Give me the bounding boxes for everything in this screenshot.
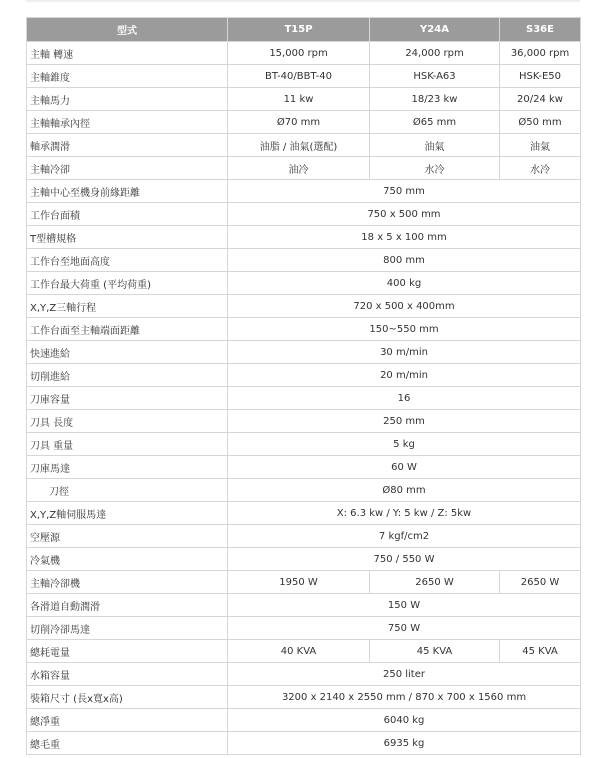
row-value: 油氣 <box>370 134 500 157</box>
row-value: 150 W <box>228 594 581 617</box>
row-value: BT-40/BBT-40 <box>228 65 370 88</box>
table-row <box>27 249 581 272</box>
table-row <box>27 410 581 433</box>
row-value: 6040 kg <box>228 709 581 732</box>
table-row <box>27 295 581 318</box>
row-label: 主軸中心至機身前緣距離 <box>27 180 228 203</box>
row-value: 40 KVA <box>228 640 370 663</box>
row-value: 5 kg <box>228 433 581 456</box>
row-label: 裝箱尺寸 (長x寬x高) <box>27 686 228 709</box>
row-label: 軸承潤滑 <box>27 134 228 157</box>
table-row <box>27 42 581 65</box>
row-label: X,Y,Z軸伺服馬達 <box>27 502 228 525</box>
row-value: 250 liter <box>228 663 581 686</box>
table-row <box>27 272 581 295</box>
table-row <box>27 111 581 134</box>
row-label: 切削冷卻馬達 <box>27 617 228 640</box>
row-label: 冷氣機 <box>27 548 228 571</box>
row-value: 18/23 kw <box>370 88 500 111</box>
table-row <box>27 387 581 410</box>
row-value: Ø65 mm <box>370 111 500 134</box>
spec-table <box>26 17 581 755</box>
row-label: 總淨重 <box>27 709 228 732</box>
top-shadow <box>26 0 580 3</box>
row-value: 6935 kg <box>228 732 581 755</box>
row-label: T型槽規格 <box>27 226 228 249</box>
table-row <box>27 157 581 180</box>
row-value: 750 mm <box>228 180 581 203</box>
table-row <box>27 571 581 594</box>
row-value: X: 6.3 kw / Y: 5 kw / Z: 5kw <box>228 502 581 525</box>
row-label: 總毛重 <box>27 732 228 755</box>
row-value: 250 mm <box>228 410 581 433</box>
row-value: 2650 W <box>370 571 500 594</box>
table-row <box>27 686 581 709</box>
row-value: HSK-A63 <box>370 65 500 88</box>
header-col-s36e: S36E <box>500 18 581 42</box>
row-label: 刀徑 <box>27 479 228 502</box>
table-row <box>27 203 581 226</box>
table-row <box>27 640 581 663</box>
table-row <box>27 594 581 617</box>
row-label: X,Y,Z三軸行程 <box>27 295 228 318</box>
row-value: 15,000 rpm <box>228 42 370 65</box>
table-row <box>27 617 581 640</box>
table-row <box>27 364 581 387</box>
row-value: 油脂 / 油氣(選配) <box>228 134 370 157</box>
row-label: 主軸錐度 <box>27 65 228 88</box>
table-row <box>27 65 581 88</box>
table-row <box>27 134 581 157</box>
table-row <box>27 709 581 732</box>
row-value: 7 kgf/cm2 <box>228 525 581 548</box>
row-value: 750 / 550 W <box>228 548 581 571</box>
row-label: 主軸軸承內徑 <box>27 111 228 134</box>
row-label: 水箱容量 <box>27 663 228 686</box>
row-label: 刀具 長度 <box>27 410 228 433</box>
table-row <box>27 88 581 111</box>
row-label: 快速進給 <box>27 341 228 364</box>
table-row <box>27 525 581 548</box>
row-value: 750 W <box>228 617 581 640</box>
table-row <box>27 479 581 502</box>
row-value: 30 m/min <box>228 341 581 364</box>
row-value: 1950 W <box>228 571 370 594</box>
table-row <box>27 548 581 571</box>
row-label: 主軸馬力 <box>27 88 228 111</box>
row-value: 11 kw <box>228 88 370 111</box>
table-row <box>27 456 581 479</box>
row-value: 720 x 500 x 400mm <box>228 295 581 318</box>
row-value: 油冷 <box>228 157 370 180</box>
table-row <box>27 226 581 249</box>
row-label: 工作台面至主軸端面距離 <box>27 318 228 341</box>
row-value: Ø80 mm <box>228 479 581 502</box>
row-value: 800 mm <box>228 249 581 272</box>
table-row <box>27 732 581 755</box>
table-row <box>27 663 581 686</box>
row-value: 750 x 500 mm <box>228 203 581 226</box>
header-model: 型式 <box>27 18 228 42</box>
table-row <box>27 433 581 456</box>
row-value: 20/24 kw <box>500 88 581 111</box>
header-row <box>27 18 581 42</box>
row-value: 400 kg <box>228 272 581 295</box>
row-value: Ø50 mm <box>500 111 581 134</box>
header-col-y24a: Y24A <box>370 18 500 42</box>
row-value: 45 KVA <box>500 640 581 663</box>
row-value: 24,000 rpm <box>370 42 500 65</box>
row-value: 16 <box>228 387 581 410</box>
table-row <box>27 180 581 203</box>
row-label: 工作台至地面高度 <box>27 249 228 272</box>
row-label: 工作台面積 <box>27 203 228 226</box>
row-value: 60 W <box>228 456 581 479</box>
row-value: 水冷 <box>370 157 500 180</box>
row-label: 空壓源 <box>27 525 228 548</box>
row-value: 36,000 rpm <box>500 42 581 65</box>
row-label: 切削進給 <box>27 364 228 387</box>
row-label: 刀庫容量 <box>27 387 228 410</box>
row-value: 150~550 mm <box>228 318 581 341</box>
spec-body <box>27 42 581 755</box>
row-label: 主軸冷卻機 <box>27 571 228 594</box>
row-label: 主軸 轉速 <box>27 42 228 65</box>
row-label: 刀庫馬達 <box>27 456 228 479</box>
row-value: 水冷 <box>500 157 581 180</box>
row-label: 工作台最大荷重 (平均荷重) <box>27 272 228 295</box>
table-row <box>27 502 581 525</box>
row-value: 3200 x 2140 x 2550 mm / 870 x 700 x 1560 mm <box>228 686 581 709</box>
row-value: 20 m/min <box>228 364 581 387</box>
header-col-t15p: T15P <box>228 18 370 42</box>
row-value: 油氣 <box>500 134 581 157</box>
table-row <box>27 341 581 364</box>
row-value: 45 KVA <box>370 640 500 663</box>
row-value: 18 x 5 x 100 mm <box>228 226 581 249</box>
row-label: 主軸冷卻 <box>27 157 228 180</box>
row-label: 刀具 重量 <box>27 433 228 456</box>
row-value: 2650 W <box>500 571 581 594</box>
row-label: 總耗電量 <box>27 640 228 663</box>
row-value: Ø70 mm <box>228 111 370 134</box>
row-label: 各滑道自動潤滑 <box>27 594 228 617</box>
table-row <box>27 318 581 341</box>
row-value: HSK-E50 <box>500 65 581 88</box>
